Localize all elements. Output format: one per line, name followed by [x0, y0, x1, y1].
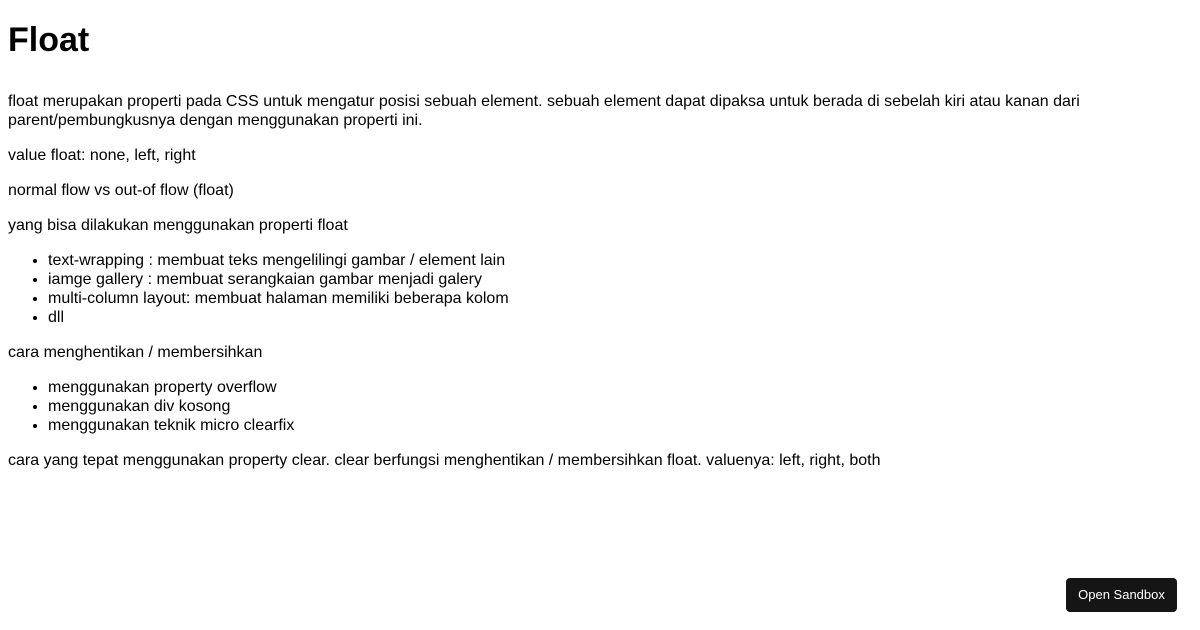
flow-paragraph: normal flow vs out-of flow (float): [8, 182, 234, 199]
open-sandbox-button[interactable]: Open Sandbox: [1066, 578, 1177, 612]
conclusion-paragraph: cara yang tepat menggunakan property clear. clear berfungsi menghentikan / membersihkan float. valuenya: left, right, both: [8, 452, 881, 469]
list-item: • menggunakan teknik micro clearfix: [48, 416, 1192, 435]
uses-heading-paragraph: yang bisa dilakukan menggunakan properti float: [8, 217, 348, 234]
page-title: Float: [8, 21, 90, 59]
list-item: • menggunakan div kosong: [48, 397, 1192, 416]
article-content: [8, 21, 1192, 486]
float-values-paragraph: value float: none, left, right: [8, 147, 196, 164]
list-item: • menggunakan property overflow: [48, 378, 1192, 397]
list-item: • dll: [48, 308, 1192, 327]
clear-methods-list: [8, 378, 1192, 435]
uses-list: [8, 251, 1192, 327]
clear-heading-paragraph: cara menghentikan / membersihkan: [8, 344, 263, 361]
list-item: • multi-column layout: membuat halaman memiliki beberapa kolom: [48, 289, 1192, 308]
intro-paragraph: float merupakan properti pada CSS untuk mengatur posisi sebuah element. sebuah element dapat dipaksa untuk berada di sebelah kiri atau kanan dari parent/pembungkusnya dengan menggunakan properti ini.: [8, 93, 1080, 129]
list-item: • text-wrapping : membuat teks mengelilingi gambar / element lain: [48, 251, 1192, 270]
list-item: • iamge gallery : membuat serangkaian gambar menjadi galery: [48, 270, 1192, 289]
